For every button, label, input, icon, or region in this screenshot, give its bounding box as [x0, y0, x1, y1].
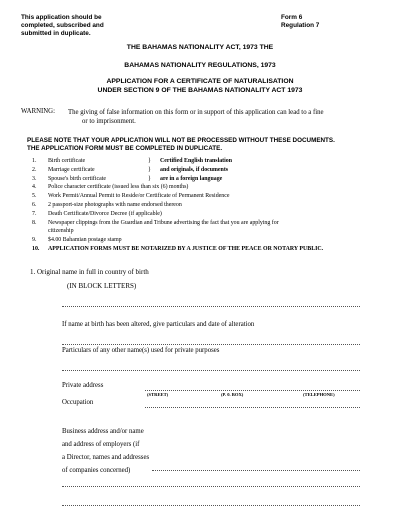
brace: } — [148, 158, 151, 164]
warning-line: or to imprisonment. — [82, 118, 136, 125]
notice-line: PLEASE NOTE THAT YOUR APPLICATION WILL NOT BE PROCESSED WITHOUT THESE DOCUMENTS. — [27, 137, 335, 144]
list-item — [32, 227, 382, 236]
item-text: Marriage certificate — [48, 166, 95, 173]
act-title: THE BAHAMAS NATIONALITY ACT, 1973 THE — [126, 44, 274, 51]
form-reference — [281, 14, 319, 30]
business-label-line: of companies concerned) — [62, 467, 131, 474]
po-box-caption: (P. 0. BOX) — [221, 392, 244, 397]
regulations-title: BAHAMAS NATIONALITY REGULATIONS, 1973 — [124, 62, 276, 69]
business-address-field[interactable] — [152, 470, 360, 471]
business-address-field-line2[interactable] — [62, 486, 360, 487]
item-text: Police character certificate (issued less than six (6) months) — [48, 184, 189, 191]
private-address-field[interactable] — [145, 390, 360, 391]
item-number: 2. — [32, 166, 37, 173]
other-names-label: Particulars of any other name(s) used for private purposes — [62, 347, 220, 354]
list-item — [32, 236, 382, 245]
item-number: 10. — [32, 245, 40, 252]
item-number: 6. — [32, 201, 37, 208]
instruction-line: This application should be — [21, 14, 102, 21]
item-text: APPLICATION FORMS MUST BE NOTARIZED BY A JUSTICE OF THE PEACE OR NOTARY PUBLIC. — [48, 245, 324, 252]
other-names-field[interactable] — [62, 370, 360, 371]
list-item — [32, 245, 382, 254]
item-text: $4.00 Bahamian postage stamp — [48, 237, 122, 244]
warning-text — [68, 108, 373, 126]
instruction-line: completed, subscribed and — [21, 22, 104, 29]
list-item — [32, 210, 382, 219]
item-text: Death Certificate/Divorce Decree (if applicable) — [48, 210, 162, 217]
submission-instructions — [21, 14, 161, 38]
q1-block-letters-note: (IN BLOCK LETTERS) — [67, 282, 137, 290]
business-label-line: a Director, names and addresses — [62, 454, 150, 461]
form-number: Form 6 — [281, 14, 303, 21]
telephone-caption: (TELEPHONE) — [303, 392, 335, 397]
item-text: Newspaper clippings from the Guardian and Tribune advertising the fact that you are applying for — [48, 219, 279, 226]
list-item — [32, 175, 382, 184]
warning-line: The giving of false information on this form or in support of this application can lead to a fine — [68, 109, 324, 116]
brace: } — [148, 166, 151, 173]
item-text: Work Permit/Annual Permit to Reside/or Certificate of Permanent Residence — [48, 193, 230, 200]
list-item — [32, 201, 382, 210]
business-label-line: and address of employers (if — [62, 441, 140, 448]
item-text: 2 passport-size photographs with name endorsed thereon — [48, 201, 182, 208]
original-name-field[interactable] — [62, 306, 360, 307]
business-address-label — [62, 425, 149, 477]
street-caption: (STREET) — [147, 392, 169, 397]
business-label-line: Business address and/or name — [62, 428, 144, 435]
list-item — [32, 192, 382, 201]
item-number — [32, 227, 48, 236]
processing-notice — [27, 137, 377, 153]
item-number: 4. — [32, 184, 37, 191]
item-note: and originals, if documents — [160, 166, 229, 173]
item-text: Birth certificate — [48, 158, 86, 164]
item-text: citizenship — [48, 228, 74, 235]
item-number: 8. — [32, 219, 37, 226]
business-address-field-line3[interactable] — [62, 505, 360, 506]
item-note: are in a foreign language — [160, 175, 223, 182]
regulation-number: Regulation 7 — [281, 22, 320, 29]
list-item — [32, 157, 382, 166]
item-number: 3. — [32, 175, 37, 182]
item-number: 5. — [32, 193, 37, 200]
item-number: 9. — [32, 237, 37, 244]
brace: } — [148, 175, 151, 182]
list-item — [32, 166, 382, 175]
instruction-line: submitted in duplicate. — [21, 30, 91, 37]
application-title-line: APPLICATION FOR A CERTIFICATE OF NATURALISATION — [106, 78, 294, 85]
notice-line: THE APPLICATION FORM MUST BE COMPLETED IN DUPLICATE. — [27, 145, 223, 152]
name-altered-label: If name at birth has been altered, give particulars and date of alteration — [62, 321, 255, 328]
application-title-line: UNDER SECTION 9 OF THE BAHAMAS NATIONALITY ACT 1973 — [97, 86, 303, 94]
occupation-label: Occupation — [62, 399, 94, 406]
required-documents-list — [32, 157, 382, 254]
application-title — [0, 78, 400, 95]
list-item — [32, 219, 382, 228]
list-item — [32, 183, 382, 192]
item-text: Spouse's birth certificate — [48, 175, 106, 182]
item-note: Certified English translation — [160, 158, 232, 164]
private-address-label: Private address — [62, 382, 104, 389]
q1-original-name-label: 1. Original name in full in country of birth — [30, 268, 149, 276]
name-alteration-field[interactable] — [62, 344, 360, 345]
occupation-field[interactable] — [145, 407, 360, 408]
item-number: 7. — [32, 210, 37, 217]
warning-label: WARNING: — [21, 108, 55, 115]
item-number: 1. — [32, 158, 37, 164]
